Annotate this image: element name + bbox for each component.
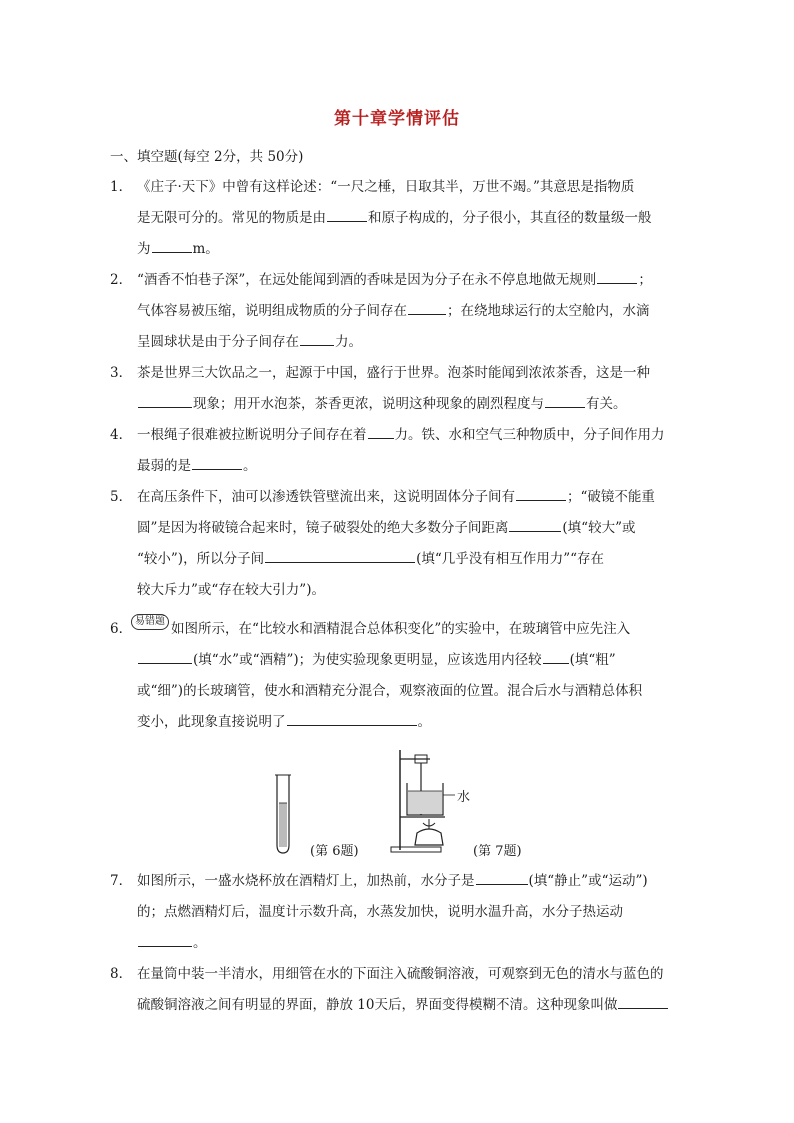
question-number: 4．: [110, 427, 133, 443]
answer-blank[interactable]: [287, 724, 417, 726]
question-text: 硫酸铜溶液之间有明显的界面，静放 10天后，界面变得模糊不清。这种现象叫做: [137, 997, 618, 1013]
question-text: 茶是世界三大饮品之一，起源于中国，盛行于世界。泡茶时能闻到浓浓茶香，这是一种: [137, 365, 650, 381]
answer-blank[interactable]: [476, 883, 528, 885]
page-title: 第十章学情评估: [334, 109, 460, 129]
question-number: 6．: [110, 621, 133, 637]
question-text: “酒香不怕巷子深”，在远处能闻到酒的香味是因为分子在永不停息地做无规则: [137, 272, 597, 288]
question-text: 为: [137, 241, 151, 257]
figure-7-caption: (第 7题): [473, 844, 522, 859]
question-text: (填“粗”: [569, 652, 616, 668]
answer-blank[interactable]: [618, 1007, 668, 1009]
question-text: 现象；用开水泡茶，茶香更浓，说明这种现象的剧烈程度与: [193, 396, 544, 412]
question-text: 最弱的是: [137, 458, 191, 474]
question-5: [110, 482, 690, 606]
question-text: 力。: [335, 334, 362, 350]
question-number: 3．: [110, 365, 133, 381]
question-number: 7．: [110, 873, 133, 889]
question-text: 。: [193, 935, 207, 951]
question-text: ；: [638, 272, 652, 288]
question-text: 圆”是因为将破镜合起来时，镜子破裂处的绝大多数分子间距离: [137, 520, 509, 536]
question-text: 《庄子·天下》中曾有这样论述：“一尺之棰，日取其半，万世不竭。”其意思是指物质: [137, 179, 635, 195]
question-text: (填“较大”或: [562, 520, 636, 536]
figure-6-caption: (第 6题): [310, 844, 359, 859]
question-number: 1．: [110, 179, 133, 195]
question-text: “较小”)，所以分子间: [137, 551, 265, 567]
question-text: (填“水”或“酒精”)；为使实验现象更明显，应该选用内径较: [193, 652, 542, 668]
question-text: 在高压条件下，油可以渗透铁管壁流出来，这说明固体分子间有: [137, 489, 515, 505]
question-text: 。: [243, 458, 257, 474]
question-text: (填“静止”或“运动”): [528, 873, 648, 889]
answer-blank[interactable]: [545, 406, 585, 408]
answer-blank[interactable]: [152, 251, 192, 253]
question-3: [110, 358, 690, 420]
question-number: 2．: [110, 272, 133, 288]
question-text: 气体容易被压缩，说明组成物质的分子间存在: [137, 303, 407, 319]
answer-blank[interactable]: [509, 530, 561, 532]
question-4: [110, 420, 690, 482]
answer-blank[interactable]: [408, 313, 446, 315]
question-1: [110, 172, 690, 265]
error-prone-tag: 易错题: [131, 614, 169, 630]
answer-blank[interactable]: [368, 437, 394, 439]
question-2: [110, 265, 690, 358]
question-text: (填“几乎没有相互作用力”“存在: [416, 551, 605, 567]
question-text: ；“破镜不能重: [567, 489, 655, 505]
answer-blank[interactable]: [138, 662, 192, 664]
answer-blank[interactable]: [138, 406, 192, 408]
question-text: ；在绕地球运行的太空舱内，水滴: [447, 303, 650, 319]
question-text: 的；点燃酒精灯后，温度计示数升高，水蒸发加快，说明水温升高，水分子热运动: [137, 904, 623, 920]
glass-tube-figure: [275, 775, 291, 853]
answer-blank[interactable]: [192, 468, 242, 470]
question-text: 较大斥力”或“存在较大引力”)。: [137, 582, 325, 598]
question-6: [110, 614, 690, 738]
answer-blank[interactable]: [543, 662, 569, 664]
figure-area: [265, 745, 545, 860]
question-text: m。: [192, 241, 219, 257]
question-text: 变小，此现象直接说明了: [137, 714, 286, 730]
section-heading: 一、填空题(每空 2分，共 50分): [110, 149, 304, 165]
question-number: 8．: [110, 966, 133, 982]
answer-blank[interactable]: [516, 499, 566, 501]
question-text: 或“细”)的长玻璃管，使水和酒精充分混合，观察液面的位置。混合后水与酒精总体积: [137, 683, 643, 699]
question-text: 一根绳子很难被拉断说明分子间存在着: [137, 427, 367, 443]
answer-blank[interactable]: [300, 344, 334, 346]
answer-blank[interactable]: [327, 220, 367, 222]
question-text: 是无限可分的。常见的物质是由: [137, 210, 326, 226]
answer-blank[interactable]: [138, 945, 192, 947]
question-text: 如图所示，在“比较水和酒精混合总体积变化”的实验中，在玻璃管中应先注入: [171, 621, 631, 637]
question-text: 和原子构成的，分子很小，其直径的数量级一般: [368, 210, 652, 226]
beaker-burner-figure: [391, 750, 455, 852]
question-text: 。: [417, 714, 431, 730]
answer-blank[interactable]: [265, 561, 415, 563]
question-text: 力。铁、水和空气三种物质中，分子间作用力: [394, 427, 665, 443]
question-7: [110, 866, 690, 959]
question-text: 有关。: [586, 396, 627, 412]
water-label: 水: [457, 790, 471, 805]
question-text: 呈圆球状是由于分子间存在: [137, 334, 299, 350]
question-number: 5．: [110, 489, 133, 505]
question-8: [110, 959, 690, 1021]
question-text: 如图所示，一盛水烧杯放在酒精灯上，加热前，水分子是: [137, 873, 475, 889]
question-text: 在量筒中装一半清水，用细管在水的下面注入硫酸铜溶液，可观察到无色的清水与蓝色的: [137, 966, 664, 982]
answer-blank[interactable]: [597, 282, 637, 284]
